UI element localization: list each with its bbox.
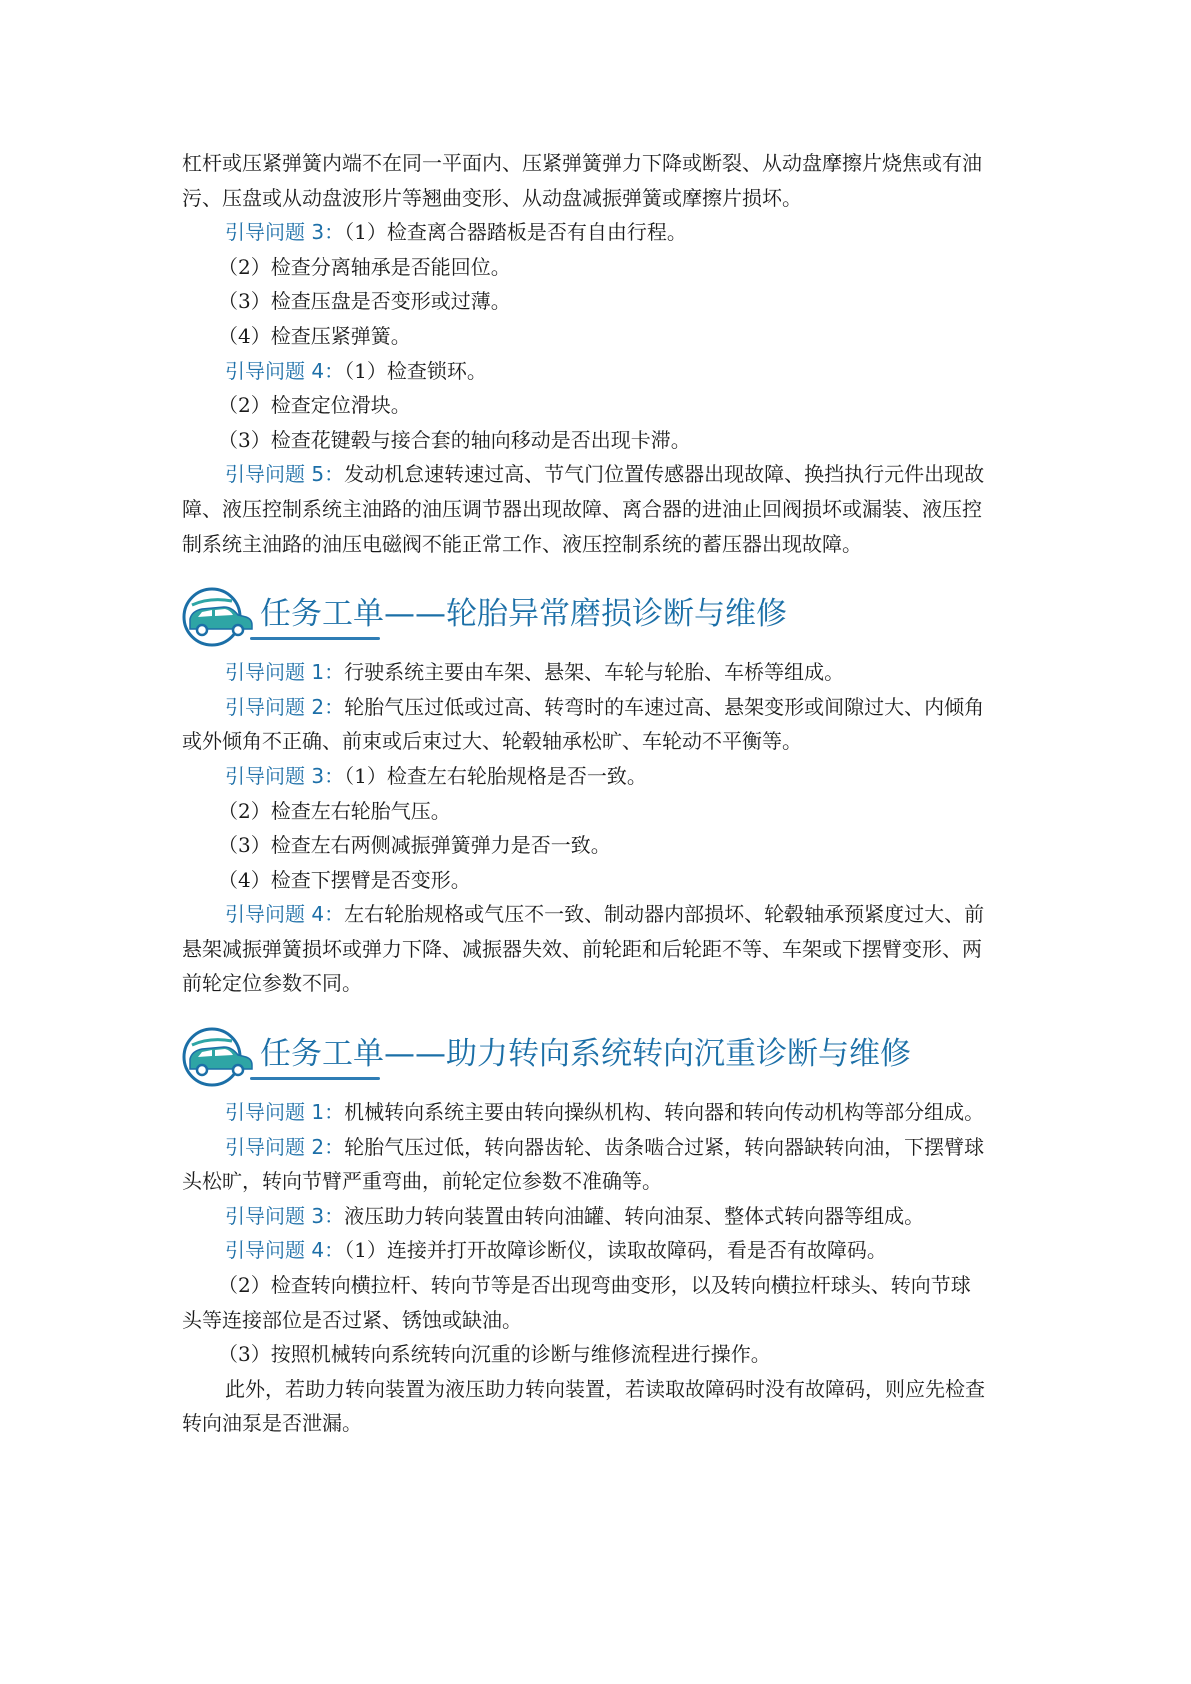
guide-question-text: （1）检查离合器踏板是否有自由行程。 bbox=[344, 220, 687, 245]
paragraph-line: 悬架减振弹簧损坏或弹力下降、减振器失效、前轮距和后轮距不等、车架或下摆臂变形、两 bbox=[182, 936, 982, 961]
list-item: （4）检查下摆臂是否变形。 bbox=[218, 867, 471, 892]
guide-question-3 bbox=[182, 759, 1014, 794]
guide-question-text: 机械转向系统主要由转向操纵机构、转向器和转向传动机构等部分组成。 bbox=[344, 1100, 985, 1125]
list-item: （4）检查压紧弹簧。 bbox=[218, 323, 411, 348]
guide-question-5 bbox=[182, 457, 1014, 492]
guide-question-text: 发动机怠速转速过高、节气门位置传感器出现故障、换挡执行元件出现故 bbox=[344, 462, 985, 487]
paragraph-line: 头等连接部位是否过紧、锈蚀或缺油。 bbox=[182, 1307, 522, 1332]
paragraph-line: 前轮定位参数不同。 bbox=[182, 971, 362, 996]
section-title: 任务工单——轮胎异常磨损诊断与维修 bbox=[260, 596, 787, 633]
guide-question-label: 引导问题 4： bbox=[225, 902, 345, 927]
note-paragraph: 此外，若助力转向装置为液压助力转向装置，若读取故障码时没有故障码，则应先检查 bbox=[225, 1376, 985, 1401]
list-item: （2）检查定位滑块。 bbox=[218, 393, 411, 418]
heading-underline bbox=[250, 1077, 380, 1080]
paragraph-line: 杠杆或压紧弹簧内端不在同一平面内、压紧弹簧弹力下降或断裂、从动盘摩擦片烧焦或有油 bbox=[182, 151, 982, 175]
paragraph-line: 头松旷，转向节臂严重弯曲，前轮定位参数不准确等。 bbox=[182, 1169, 662, 1194]
guide-question-3 bbox=[182, 1199, 1014, 1234]
guide-question-text: 行驶系统主要由车架、悬架、车轮与轮胎、车桥等组成。 bbox=[344, 660, 845, 685]
page-content bbox=[182, 146, 1014, 1441]
paragraph-line: 转向油泵是否泄漏。 bbox=[182, 1411, 362, 1436]
paragraph-line: 污、压盘或从动盘波形片等翘曲变形、从动盘减振弹簧或摩擦片损坏。 bbox=[182, 185, 802, 210]
section-heading-power-steering bbox=[180, 1025, 1014, 1087]
list-item: （2）检查分离轴承是否能回位。 bbox=[218, 254, 511, 279]
guide-question-1 bbox=[182, 1095, 1014, 1130]
heading-underline bbox=[250, 637, 380, 640]
guide-question-label: 引导问题 3： bbox=[225, 1203, 345, 1228]
guide-question-text: 轮胎气压过低，转向器齿轮、齿条啮合过紧，转向器缺转向油，下摆臂球 bbox=[344, 1134, 985, 1159]
list-item: （2）检查转向横拉杆、转向节等是否出现弯曲变形，以及转向横拉杆球头、转向节球 bbox=[218, 1273, 971, 1298]
guide-question-label: 引导问题 1： bbox=[225, 1100, 345, 1125]
guide-question-text: （1）连接并打开故障诊断仪，读取故障码，看是否有故障码。 bbox=[344, 1238, 887, 1263]
list-item: （3）按照机械转向系统转向沉重的诊断与维修流程进行操作。 bbox=[218, 1342, 771, 1367]
guide-question-3 bbox=[182, 215, 1014, 250]
guide-question-label: 引导问题 4： bbox=[225, 358, 345, 383]
guide-question-text: （1）检查左右轮胎规格是否一致。 bbox=[344, 763, 647, 788]
guide-question-label: 引导问题 4： bbox=[225, 1238, 345, 1263]
guide-question-label: 引导问题 1： bbox=[225, 660, 345, 685]
guide-question-label: 引导问题 2： bbox=[225, 694, 345, 719]
guide-question-label: 引导问题 3： bbox=[225, 220, 345, 245]
list-item: （2）检查左右轮胎气压。 bbox=[218, 798, 451, 823]
paragraph-line: 或外倾角不正确、前束或后束过大、轮毂轴承松旷、车轮动不平衡等。 bbox=[182, 729, 802, 754]
section-title: 任务工单——助力转向系统转向沉重诊断与维修 bbox=[260, 1036, 911, 1073]
paragraph-line: 障、液压控制系统主油路的油压调节器出现故障、离合器的进油止回阀损坏或漏装、液压控 bbox=[182, 496, 982, 521]
guide-question-4 bbox=[182, 354, 1014, 389]
guide-question-1 bbox=[182, 655, 1014, 690]
guide-question-text: 左右轮胎规格或气压不一致、制动器内部损坏、轮毂轴承预紧度过大、前 bbox=[344, 902, 985, 927]
guide-question-text: 轮胎气压过低或过高、转弯时的车速过高、悬架变形或间隙过大、内倾角 bbox=[344, 694, 985, 719]
guide-question-4 bbox=[182, 1233, 1014, 1268]
guide-question-label: 引导问题 5： bbox=[225, 462, 345, 487]
guide-question-2 bbox=[182, 1130, 1014, 1165]
guide-question-label: 引导问题 3： bbox=[225, 763, 345, 788]
guide-question-text: 液压助力转向装置由转向油罐、转向油泵、整体式转向器等组成。 bbox=[344, 1203, 925, 1228]
guide-question-2 bbox=[182, 690, 1014, 725]
section-heading-tire-wear bbox=[180, 585, 1014, 647]
paragraph-line: 制系统主油路的油压电磁阀不能正常工作、液压控制系统的蓄压器出现故障。 bbox=[182, 531, 862, 556]
list-item: （3）检查压盘是否变形或过薄。 bbox=[218, 289, 511, 314]
guide-question-4 bbox=[182, 897, 1014, 932]
guide-question-text: （1）检查锁环。 bbox=[344, 358, 487, 383]
guide-question-label: 引导问题 2： bbox=[225, 1134, 345, 1159]
list-item: （3）检查花键毂与接合套的轴向移动是否出现卡滞。 bbox=[218, 427, 691, 452]
list-item: （3）检查左右两侧减振弹簧弹力是否一致。 bbox=[218, 833, 611, 858]
